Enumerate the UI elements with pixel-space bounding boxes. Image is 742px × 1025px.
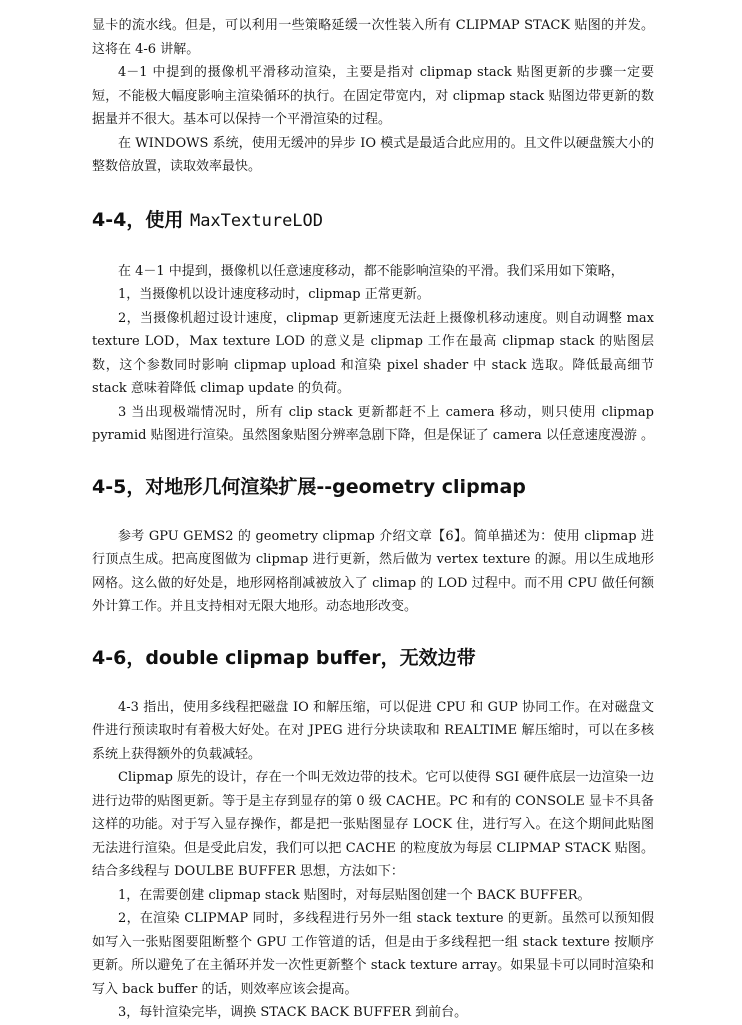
section-4-4-heading-code: MaxTextureLOD bbox=[189, 210, 324, 231]
section-4-5-heading: 4-5，对地形几何渲染扩展--geometry clipmap bbox=[92, 475, 526, 498]
section-4-5-paragraph-1: 参考 GPU GEMS2 的 geometry clipmap 介绍文章【6】。简单描述为：使用 clipmap 进行顶点生成。把高度图做为 clipmap 进行更新，然后做为 vertex texture 的源。用以生成地形网格。这么做的好处是，地形网格削减被放入了 climap 的 LOD 过程中。而不用 CPU 做任何额外计算工作。并且支持相对无限大地形。动态地形改变。 bbox=[92, 528, 654, 614]
section-4-6-heading: 4-6，double clipmap buffer，无效边带 bbox=[92, 646, 476, 669]
section-4-4-paragraph-1: 在 4－1 中提到，摄像机以任意速度移动，都不能影响渲染的平滑。我们采用如下策略， bbox=[118, 263, 624, 279]
section-4-6-paragraph-4: 2，在渲染 CLIPMAP 同时，多线程进行另外一组 stack texture 的更新。虽然可以预知假如写入一张贴图要阻断整个 GPU 工作管道的话，但是由于多线程把一组 stack texture 按顺序更新。所以避免了在主循环并发一次性更新整个 stack texture array。如果显卡可以同时渲染和写入 back buffer 的话，则效率应该会提高。 bbox=[92, 911, 654, 997]
section-4-6-paragraph-2: Clipmap 原先的设计，存在一个叫无效边带的技术。它可以使得 SGI 硬件底层一边渲染一边进行边带的贴图更新。等于是主存到显存的第 0 级 CACHE。PC 和有的 CONSOLE 显卡不具备这样的功能。对于写入显存操作，都是把一张贴图显存 LOCK 住，进行写入。在这个期间此贴图无法进行渲染。但是受此启发，我们可以把 CACHE 的粒度放为每层 CLIPMAP STACK 贴图。结合多线程与 DOULBE BUFFER 思想，方法如下： bbox=[92, 770, 654, 879]
section-4-4-heading bbox=[92, 207, 654, 234]
section-4-4-paragraph-3: 2，当摄像机超过设计速度，clipmap 更新速度无法赶上摄像机移动速度。则自动调整 max texture LOD，Max texture LOD 的意义是 clipmap 工作在最高 clipmap stack 的贴图层数，这个参数同时影响 clipmap upload 和渲染 pixel shader 中 stack 选取。降低最高细节 stack 意味着降低 climap update 的负荷。 bbox=[92, 310, 654, 396]
section-4-4-heading-prefix: 4-4，使用 bbox=[92, 208, 190, 231]
section-4-6-paragraph-3: 1，在需要创建 clipmap stack 贴图时，对每层贴图创建一个 BACK BUFFER。 bbox=[118, 887, 591, 903]
section-4-6-paragraph-5: 3，每针渲染完毕，调换 STACK BACK BUFFER 到前台。 bbox=[118, 1005, 468, 1020]
intro-paragraph-1: 显卡的流水线。但是，可以利用一些策略延缓一次性装入所有 CLIPMAP STACK 贴图的并发。这将在 4-6 讲解。 bbox=[92, 18, 654, 57]
document-page bbox=[92, 14, 654, 1025]
intro-paragraph-3: 在 WINDOWS 系统，使用无缓冲的异步 IO 模式是最适合此应用的。且文件以硬盘簇大小的整数倍放置，读取效率最快。 bbox=[92, 135, 654, 174]
section-4-6-paragraph-1: 4-3 指出，使用多线程把磁盘 IO 和解压缩，可以促进 CPU 和 GUP 协同工作。在对磁盘文件进行预读取时有着极大好处。在对 JPEG 进行分块读取和 REALTIME 解压缩时，可以在多核系统上获得额外的负载减轻。 bbox=[92, 699, 654, 762]
section-4-4-paragraph-4: 3 当出现极端情况时，所有 clip stack 更新都赶不上 camera 移动，则只使用 clipmap pyramid 贴图进行渲染。虽然图象贴图分辨率急剧下降，但是保证了 camera 以任意速度漫游 。 bbox=[92, 404, 654, 443]
intro-paragraph-2: 4－1 中提到的摄像机平滑移动渲染，主要是指对 clipmap stack 贴图更新的步骤一定要短，不能极大幅度影响主渲染循环的执行。在固定带宽内，对 clipmap stack 贴图边带更新的数据量并不很大。基本可以保持一个平滑渲染的过程。 bbox=[92, 65, 654, 127]
section-4-4-paragraph-2: 1，当摄像机以设计速度移动时，clipmap 正常更新。 bbox=[118, 287, 430, 302]
